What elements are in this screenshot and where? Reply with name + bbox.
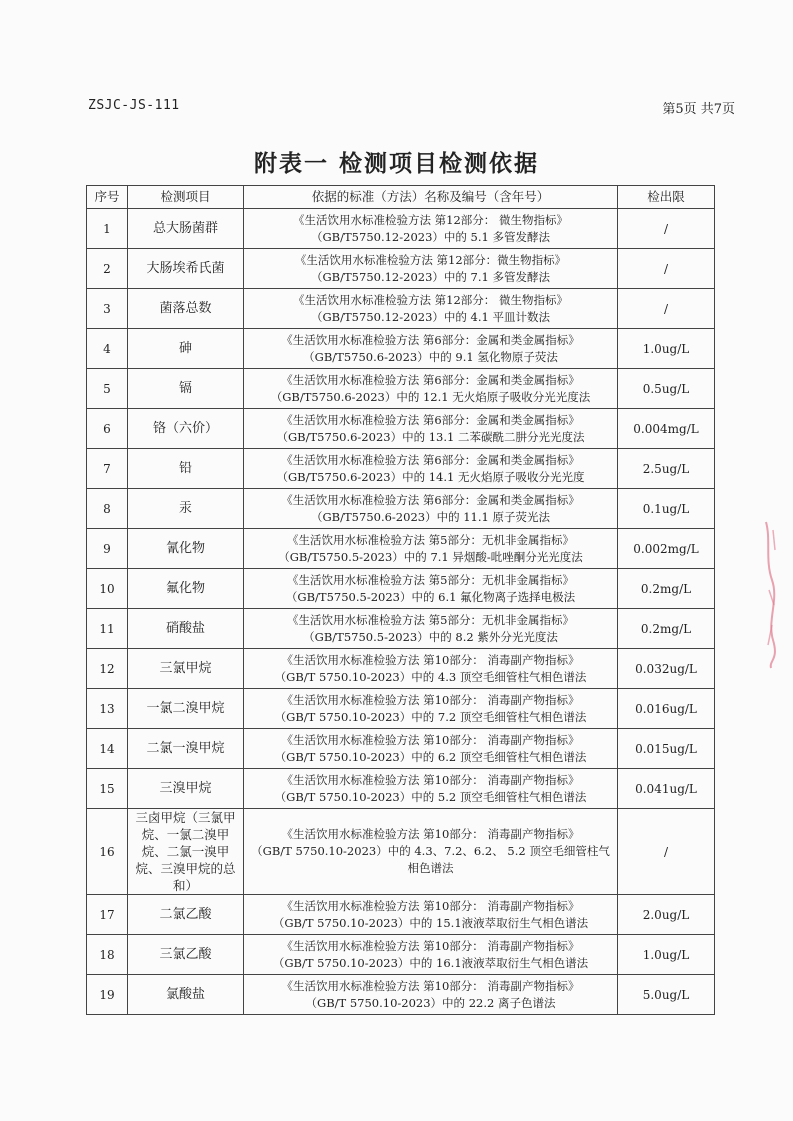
detection-item: 三溴甲烷 xyxy=(128,769,244,809)
method-code-and-clause: （GB/T5750.6-2023）中的 11.1 原子荧光法 xyxy=(311,509,550,524)
row-number: 9 xyxy=(87,529,128,569)
table-row xyxy=(87,689,715,729)
method-standard-name: 《生活饮用水标准检验方法 第6部分：金属和类金属指标》 xyxy=(281,452,580,467)
method-standard-name: 《生活饮用水标准检验方法 第12部分：微生物指标》 xyxy=(294,252,567,267)
detection-item: 氯酸盐 xyxy=(128,975,244,1015)
method-code-and-clause: （GB/T 5750.10-2023）中的 16.1液液萃取衍生气相色谱法 xyxy=(272,955,589,970)
method-code-and-clause: （GB/T 5750.10-2023）中的 5.2 顶空毛细管柱气相色谱法 xyxy=(274,789,587,804)
detection-limit: / xyxy=(618,289,715,329)
row-number: 12 xyxy=(87,649,128,689)
detection-item: 三氯甲烷 xyxy=(128,649,244,689)
method-standard-name: 《生活饮用水标准检验方法 第6部分：金属和类金属指标》 xyxy=(281,372,580,387)
standard-method xyxy=(244,289,618,329)
detection-item: 砷 xyxy=(128,329,244,369)
standard-method xyxy=(244,329,618,369)
detection-limit: / xyxy=(618,809,715,895)
detection-item: 二氯乙酸 xyxy=(128,895,244,935)
standard-method xyxy=(244,689,618,729)
detection-item: 三氯乙酸 xyxy=(128,935,244,975)
detection-item: 镉 xyxy=(128,369,244,409)
method-standard-name: 《生活饮用水标准检验方法 第10部分： 消毒副产物指标》 xyxy=(281,692,580,707)
standard-method xyxy=(244,409,618,449)
method-code-and-clause: （GB/T 5750.10-2023）中的 6.2 顶空毛细管柱气相色谱法 xyxy=(274,749,587,764)
method-standard-name: 《生活饮用水标准检验方法 第5部分：无机非金属指标》 xyxy=(287,532,574,547)
table-row xyxy=(87,935,715,975)
table-row xyxy=(87,729,715,769)
detection-limit: 0.002mg/L xyxy=(618,529,715,569)
stamp-edge-mark xyxy=(763,520,779,670)
table-row xyxy=(87,809,715,895)
table-row xyxy=(87,649,715,689)
standard-method xyxy=(244,529,618,569)
detection-limit: 0.004mg/L xyxy=(618,409,715,449)
standard-method xyxy=(244,649,618,689)
column-header-limit: 检出限 xyxy=(618,186,715,209)
table-row xyxy=(87,975,715,1015)
detection-item: 硝酸盐 xyxy=(128,609,244,649)
detection-item: 氰化物 xyxy=(128,529,244,569)
standard-method xyxy=(244,729,618,769)
row-number: 8 xyxy=(87,489,128,529)
standard-method xyxy=(244,975,618,1015)
table-row xyxy=(87,409,715,449)
detection-item: 氟化物 xyxy=(128,569,244,609)
table-row xyxy=(87,569,715,609)
detection-limit: 0.016ug/L xyxy=(618,689,715,729)
row-number: 13 xyxy=(87,689,128,729)
detection-item: 一氯二溴甲烷 xyxy=(128,689,244,729)
method-code-and-clause: （GB/T5750.6-2023）中的 13.1 二苯碳酰二肼分光光度法 xyxy=(276,429,585,444)
page-title: 附表一 检测项目检测依据 xyxy=(253,151,539,177)
table-body xyxy=(87,209,715,1015)
detection-limit: 2.5ug/L xyxy=(618,449,715,489)
method-standard-name: 《生活饮用水标准检验方法 第10部分： 消毒副产物指标》 xyxy=(281,978,580,993)
method-standard-name: 《生活饮用水标准检验方法 第5部分：无机非金属指标》 xyxy=(287,572,574,587)
method-code-and-clause: （GB/T 5750.10-2023）中的 4.3、7.2、6.2、 5.2 顶空毛细管柱气相色谱法 xyxy=(251,844,610,875)
method-code-and-clause: （GB/T5750.6-2023）中的 14.1 无火焰原子吸收分光光度 xyxy=(276,469,585,484)
method-standard-name: 《生活饮用水标准检验方法 第12部分： 微生物指标》 xyxy=(293,292,568,307)
method-code-and-clause: （GB/T5750.5-2023）中的 8.2 紫外分光光度法 xyxy=(303,629,558,644)
detection-limit: 1.0ug/L xyxy=(618,329,715,369)
method-standard-name: 《生活饮用水标准检验方法 第10部分： 消毒副产物指标》 xyxy=(281,772,580,787)
standard-method xyxy=(244,895,618,935)
column-header-method: 依据的标准（方法）名称及编号（含年号） xyxy=(244,186,618,209)
row-number: 19 xyxy=(87,975,128,1015)
detection-limit: 0.015ug/L xyxy=(618,729,715,769)
row-number: 5 xyxy=(87,369,128,409)
method-code-and-clause: （GB/T 5750.10-2023）中的 22.2 离子色谱法 xyxy=(305,995,556,1010)
row-number: 16 xyxy=(87,809,128,895)
detection-item: 三卤甲烷（三氯甲烷、一氯二溴甲烷、二氯一溴甲烷、三溴甲烷的总和） xyxy=(128,809,244,895)
method-code-and-clause: （GB/T 5750.10-2023）中的 15.1液液萃取衍生气相色谱法 xyxy=(272,915,589,930)
detection-limit: 1.0ug/L xyxy=(618,935,715,975)
standard-method xyxy=(244,249,618,289)
table-header-row xyxy=(87,186,715,209)
detection-basis-table xyxy=(86,185,715,1015)
method-code-and-clause: （GB/T5750.12-2023）中的 7.1 多管发酵法 xyxy=(311,269,550,284)
detection-item: 铅 xyxy=(128,449,244,489)
method-code-and-clause: （GB/T5750.12-2023）中的 5.1 多管发酵法 xyxy=(311,229,550,244)
row-number: 17 xyxy=(87,895,128,935)
table-row xyxy=(87,769,715,809)
detection-item: 菌落总数 xyxy=(128,289,244,329)
document-code: ZSJC-JS-111 xyxy=(88,98,180,113)
standard-method xyxy=(244,569,618,609)
standard-method xyxy=(244,935,618,975)
method-standard-name: 《生活饮用水标准检验方法 第10部分： 消毒副产物指标》 xyxy=(281,732,580,747)
detection-item: 汞 xyxy=(128,489,244,529)
table-row xyxy=(87,329,715,369)
method-standard-name: 《生活饮用水标准检验方法 第5部分：无机非金属指标》 xyxy=(287,612,574,627)
row-number: 11 xyxy=(87,609,128,649)
standard-method xyxy=(244,209,618,249)
standard-method xyxy=(244,609,618,649)
detection-item: 总大肠菌群 xyxy=(128,209,244,249)
row-number: 14 xyxy=(87,729,128,769)
table-row xyxy=(87,529,715,569)
method-code-and-clause: （GB/T5750.6-2023）中的 9.1 氢化物原子荧法 xyxy=(303,349,558,364)
detection-limit: 0.5ug/L xyxy=(618,369,715,409)
standard-method xyxy=(244,769,618,809)
method-standard-name: 《生活饮用水标准检验方法 第6部分：金属和类金属指标》 xyxy=(281,492,580,507)
table-row xyxy=(87,449,715,489)
method-standard-name: 《生活饮用水标准检验方法 第12部分： 微生物指标》 xyxy=(293,212,568,227)
standard-method xyxy=(244,809,618,895)
method-standard-name: 《生活饮用水标准检验方法 第10部分： 消毒副产物指标》 xyxy=(281,652,580,667)
row-number: 15 xyxy=(87,769,128,809)
detection-limit: 0.2mg/L xyxy=(618,609,715,649)
page-number: 第5页 共7页 xyxy=(662,102,735,117)
method-standard-name: 《生活饮用水标准检验方法 第10部分： 消毒副产物指标》 xyxy=(281,827,580,841)
standard-method xyxy=(244,369,618,409)
table-row xyxy=(87,209,715,249)
table-row xyxy=(87,489,715,529)
method-standard-name: 《生活饮用水标准检验方法 第10部分： 消毒副产物指标》 xyxy=(281,938,580,953)
row-number: 6 xyxy=(87,409,128,449)
table-row xyxy=(87,289,715,329)
detection-limit: / xyxy=(618,249,715,289)
method-standard-name: 《生活饮用水标准检验方法 第6部分：金属和类金属指标》 xyxy=(281,332,580,347)
detection-limit: / xyxy=(618,209,715,249)
row-number: 3 xyxy=(87,289,128,329)
detection-item: 铬（六价） xyxy=(128,409,244,449)
method-standard-name: 《生活饮用水标准检验方法 第6部分：金属和类金属指标》 xyxy=(281,412,580,427)
method-code-and-clause: （GB/T5750.12-2023）中的 4.1 平皿计数法 xyxy=(311,309,550,324)
method-standard-name: 《生活饮用水标准检验方法 第10部分： 消毒副产物指标》 xyxy=(281,898,580,913)
column-header-no: 序号 xyxy=(87,186,128,209)
method-code-and-clause: （GB/T5750.5-2023）中的 6.1 氟化物离子选择电极法 xyxy=(285,589,576,604)
detection-limit: 5.0ug/L xyxy=(618,975,715,1015)
detection-item: 二氯一溴甲烷 xyxy=(128,729,244,769)
detection-limit: 2.0ug/L xyxy=(618,895,715,935)
table-row xyxy=(87,609,715,649)
table-row xyxy=(87,369,715,409)
table-row xyxy=(87,249,715,289)
row-number: 18 xyxy=(87,935,128,975)
row-number: 1 xyxy=(87,209,128,249)
standard-method xyxy=(244,489,618,529)
detection-limit: 0.2mg/L xyxy=(618,569,715,609)
method-code-and-clause: （GB/T 5750.10-2023）中的 7.2 顶空毛细管柱气相色谱法 xyxy=(274,709,587,724)
column-header-item: 检测项目 xyxy=(128,186,244,209)
standard-method xyxy=(244,449,618,489)
detection-limit: 0.041ug/L xyxy=(618,769,715,809)
method-code-and-clause: （GB/T 5750.10-2023）中的 4.3 顶空毛细管柱气相色谱法 xyxy=(274,669,587,684)
detection-item: 大肠埃希氏菌 xyxy=(128,249,244,289)
row-number: 2 xyxy=(87,249,128,289)
table-row xyxy=(87,895,715,935)
method-code-and-clause: （GB/T5750.5-2023）中的 7.1 异烟酸-吡唑酮分光光度法 xyxy=(278,549,583,564)
row-number: 4 xyxy=(87,329,128,369)
detection-limit: 0.1ug/L xyxy=(618,489,715,529)
row-number: 10 xyxy=(87,569,128,609)
row-number: 7 xyxy=(87,449,128,489)
method-code-and-clause: （GB/T5750.6-2023）中的 12.1 无火焰原子吸收分光光度法 xyxy=(270,389,591,404)
detection-limit: 0.032ug/L xyxy=(618,649,715,689)
